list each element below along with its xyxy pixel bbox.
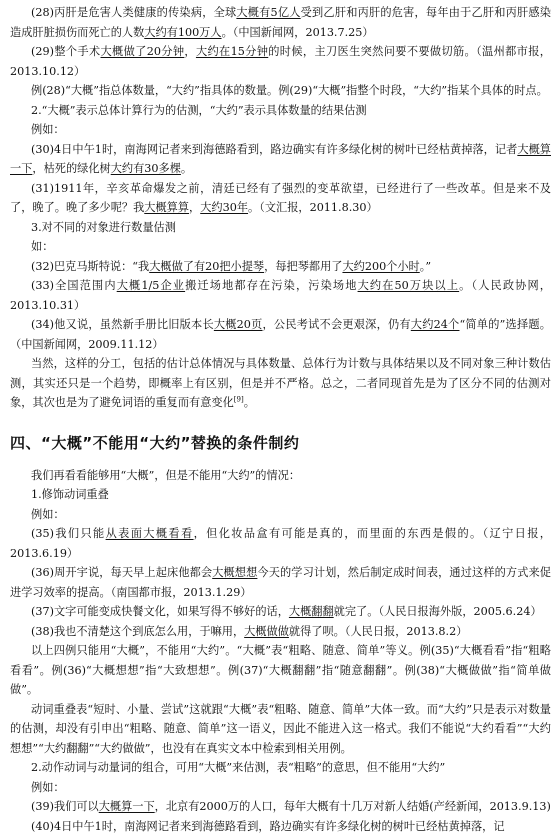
paragraph (10, 237, 551, 257)
text-run: (28)丙肝是危害人类健康的传染病，全球 (31, 6, 236, 19)
text-run: 如： (31, 240, 53, 253)
underlined-example-phrase: 大概算算 (144, 201, 189, 214)
text-run: (35)我们只能 (31, 527, 106, 540)
text-run: 我们再看看能够用“大概”，但是不能用“大约”的情况： (31, 469, 300, 482)
section-heading: 四、“大概”不能用“大约”替换的条件制约 (10, 432, 551, 454)
underlined-example-phrase: 大约24个 (411, 318, 460, 331)
paragraph (10, 101, 551, 121)
body-text-bottom (10, 466, 551, 836)
underlined-example-phrase: 大约200个小时 (342, 260, 419, 273)
text-run: 。（文汇报，2011.8.30） (248, 201, 378, 214)
underlined-example-phrase: 大概有5亿人 (236, 6, 300, 19)
paragraph (10, 218, 551, 238)
paragraph (10, 563, 551, 602)
paragraph (10, 817, 551, 836)
text-run: 1.修饰动词重叠 (31, 488, 109, 501)
text-run: “简单的”选择题。（中国新闻网，2009.11.12） (10, 318, 551, 351)
text-run: (33)全国范围内 (31, 279, 117, 292)
paragraph (10, 257, 551, 277)
underlined-example-phrase: 大约有30多棵 (111, 162, 181, 175)
text-run: ， (184, 45, 196, 58)
underlined-example-phrase: 大约有100万人 (144, 26, 221, 39)
text-run: 今天的学习计划，然后制定成时间表，通过这样的方式来促进学习效率的提高。（南国都市报，2013.1.29） (10, 566, 551, 599)
text-run: (30)4日中午1时，南海网记者来到海德路看到，路边确实有许多绿化树的树叶已经枯黄掉落，记者 (31, 143, 517, 156)
text-run: (39)我们可以 (31, 800, 99, 813)
text-run: 例如： (31, 123, 65, 136)
text-run: 。” (420, 260, 431, 273)
paragraph (10, 120, 551, 140)
paragraph (10, 81, 551, 101)
text-run: ，但化妆品盒有可能是真的，而里面的东西是假的。（辽宁日报，2013.6.19） (10, 527, 551, 560)
text-run: (29)整个手术 (31, 45, 101, 58)
paragraph (10, 466, 551, 486)
text-run: 以上四例只能用“大概”，不能用“大约”。“大概”表“粗略、随意、简单”等义。例(35)“大概看看”指“粗略看看”。例(36)“大概想想”指“大致想想”。例(37)“大概翻翻”指“随意翻翻”。例(38)“大概做做”指“简单做做”。 (10, 644, 551, 696)
text-run: (37)文字可能变成快餐文化，如果写得不够好的话， (31, 605, 289, 618)
text-run: 。（人民政协网，2013.10.31） (10, 279, 551, 312)
text-run: (34)他又说，虽然新手册比旧版本长 (31, 318, 214, 331)
text-run: 例如： (31, 781, 65, 794)
text-run: 例如： (31, 508, 65, 521)
paragraph (10, 700, 551, 759)
footnote-marker: [9] (234, 395, 244, 403)
text-run: 搬迁场地都存在污染，污染场地 (185, 279, 357, 292)
text-run: (32)巴克马斯特说：“我 (31, 260, 149, 273)
text-run: ，每把琴都用了 (264, 260, 342, 273)
text-run: ，北京有2000万的人口，每年大概有十几万对新人结婚(产经新闻，2013.9.13) (155, 800, 551, 813)
text-run: 2.动作动词与动量词的组合，可用“大概”来估测，表“粗略”的意思，但不能用“大约” (31, 761, 445, 774)
text-run: 。（中国新闻网，2013.7.25） (222, 26, 374, 39)
text-run: 3.对不同的对象进行数量估测 (31, 221, 176, 234)
text-run: (38)我也不清楚这个到底怎么用，于嘛用， (31, 625, 244, 638)
text-run: (40)4日中午1时，南海网记者来到海德路看到，路边确实有许多绿化树的树叶已经枯黄掉落，记 (31, 820, 505, 833)
text-run: 。 (181, 162, 192, 175)
text-run: ，公民考试不会更艰深，仍有 (263, 318, 411, 331)
paragraph (10, 354, 551, 413)
text-run: 例(28)“大概”指总体数量，“大约”指具体的数量。例(29)“大概”指整个时段，“大约”指某个具体的时点。 (31, 84, 548, 97)
underlined-example-phrase: 大概算一下 (99, 800, 155, 813)
paragraph (10, 276, 551, 315)
body-text-top (10, 3, 551, 413)
underlined-example-phrase: 大概做做 (244, 625, 289, 638)
underlined-example-phrase: 大概1/5企业 (117, 279, 185, 292)
text-run: 2.“大概”表示总体计算行为的估测，“大约”表示具体数量的结果估测 (31, 104, 367, 117)
paragraph (10, 641, 551, 700)
text-run: 就完了。（人民日报海外版，2005.6.24） (334, 605, 542, 618)
paragraph (10, 485, 551, 505)
text-run: 。 (244, 396, 255, 409)
underlined-example-phrase: 大概20页 (214, 318, 263, 331)
underlined-example-phrase: 大概做了有20把小提琴 (149, 260, 264, 273)
paragraph (10, 42, 551, 81)
paragraph (10, 505, 551, 525)
underlined-example-phrase: 大约30年 (200, 201, 248, 214)
text-run: ， (189, 201, 200, 214)
underlined-example-phrase: 大概想想 (212, 566, 257, 579)
text-run: (31)1911年，辛亥革命爆发之前，清廷已经有了强烈的变革欲望，已经进行了一些改革。但是来不及了，晚了。晚了多少呢？我 (10, 182, 551, 215)
text-run: 当然，这样的分工，包括的估计总体情况与具体数量、总体行为计数与具体结果以及不同对象三种计数估测，其实还只是一个趋势，即概率上有区别，但是并不严格。总之，二者同现首先是为了区分不同的估测对象，其次也是为了避免词语的重复而有意变化 (10, 357, 551, 409)
paragraph (10, 315, 551, 354)
text-run: 受到乙肝和丙肝的危害，每年由于乙肝和丙肝感染造成肝脏损伤而死亡的人数 (10, 6, 551, 39)
paragraph (10, 797, 551, 817)
paragraph (10, 524, 551, 563)
underlined-example-phrase: 大约在15分钟 (196, 45, 268, 58)
underlined-example-phrase: 从表面大概看看 (106, 527, 194, 540)
underlined-example-phrase: 大概做了20分钟 (101, 45, 185, 58)
paragraph (10, 140, 551, 179)
text-run: ，枯死的绿化树 (32, 162, 110, 175)
paragraph (10, 778, 551, 798)
text-run: 的时候，主刀医生突然问要不要做切筋。（温州都市报，2013.10.12） (10, 45, 551, 78)
text-run: (36)周开宇说，每天早上起床他都会 (31, 566, 212, 579)
paragraph (10, 3, 551, 42)
underlined-example-phrase: 大概算一下 (10, 143, 551, 176)
underlined-example-phrase: 大概翻翻 (289, 605, 334, 618)
paragraph (10, 622, 551, 642)
underlined-example-phrase: 大约在50万块以上 (358, 279, 460, 292)
text-run: 动词重叠表“短时、小量、尝试”这就跟“大概”表“粗略、随意、简单”大体一致。而“大约”只是表示对数量的估测，却没有引申出“粗略、随意、简单”这一语义，因此不能进入这一格式。我们不能说“大约看看”“大约想想”“大约翻翻”“大约做做”，也没有在真实文本中检索到相关用例。 (10, 703, 551, 755)
text-run: 就得了呗。（人民日报，2013.8.2） (289, 625, 467, 638)
paragraph (10, 179, 551, 218)
paragraph (10, 758, 551, 778)
paragraph (10, 602, 551, 622)
